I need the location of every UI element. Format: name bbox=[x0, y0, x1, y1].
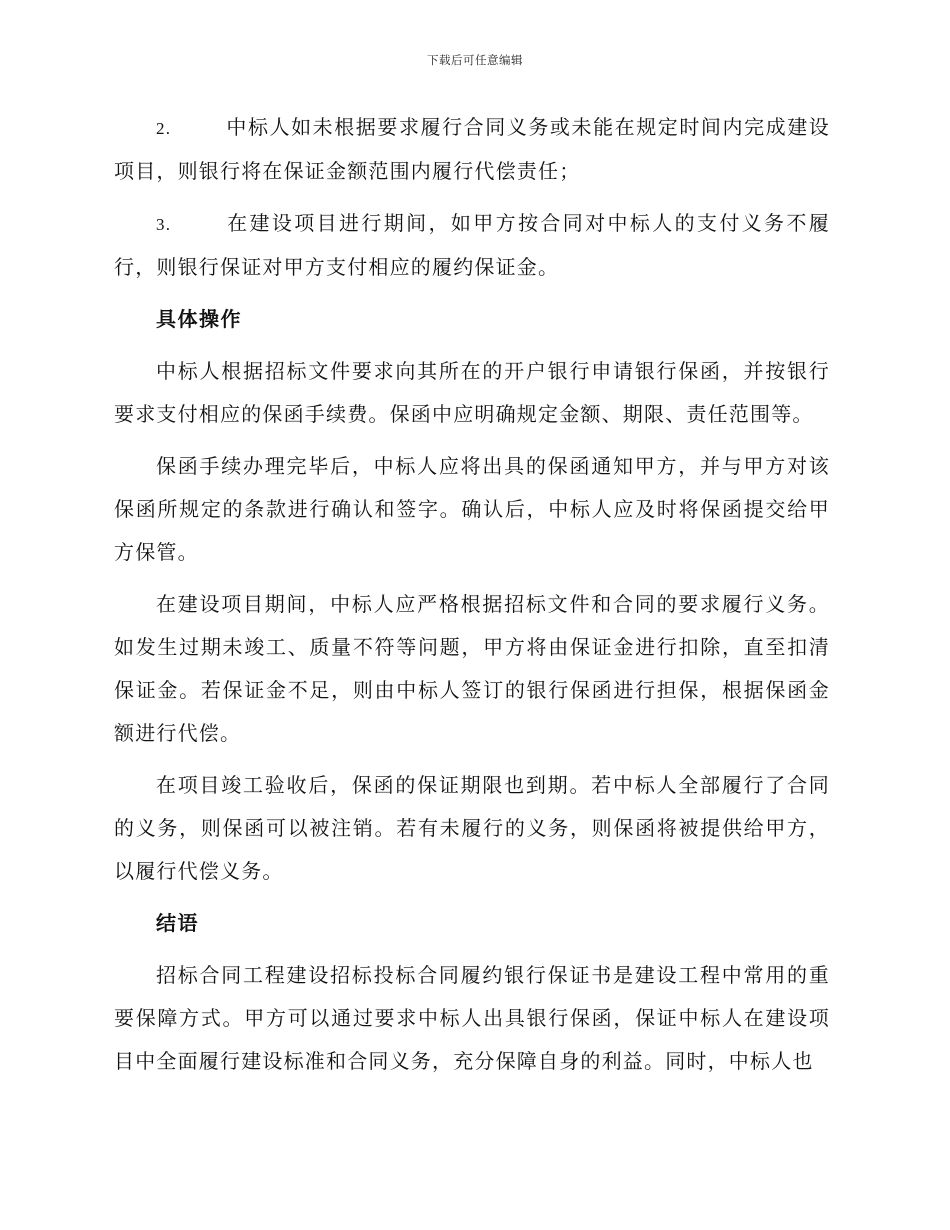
body-paragraph: 招标合同工程建设招标投标合同履约银行保证书是建设工程中常用的重要保障方式。甲方可以通过要求中标人出具银行保函，保证中标人在建设项目中全面履行建设标准和合同义务，充分保障自身的利益。同时，中标人也 bbox=[114, 963, 830, 1073]
document-body bbox=[114, 106, 830, 1092]
body-paragraph: 在建设项目期间，中标人应严格根据招标文件和合同的要求履行义务。如发生过期未竣工、质量不符等问题，甲方将由保证金进行扣除，直至扣清保证金。若保证金不足，则由中标人签订的银行保函进行担保，根据保函金额进行代偿。 bbox=[114, 592, 830, 745]
numbered-item bbox=[114, 106, 830, 193]
numbered-item bbox=[114, 202, 830, 289]
item-text: 中标人如未根据要求履行合同义务或未能在规定时间内完成建设项目，则银行将在保证金额范围内履行代偿责任； bbox=[114, 115, 830, 183]
body-paragraph: 保函手续办理完毕后，中标人应将出具的保函通知甲方，并与甲方对该保函所规定的条款进行确认和签字。确认后，中标人应及时将保函提交给甲方保管。 bbox=[114, 454, 830, 564]
body-paragraph: 在项目竣工验收后，保函的保证期限也到期。若中标人全部履行了合同的义务，则保函可以被注销。若有未履行的义务，则保函将被提供给甲方，以履行代偿义务。 bbox=[114, 773, 830, 883]
item-text: 在建设项目进行期间，如甲方按合同对中标人的支付义务不履行，则银行保证对甲方支付相应的履约保证金。 bbox=[114, 211, 830, 279]
body-paragraph: 中标人根据招标文件要求向其所在的开户银行申请银行保函，并按银行要求支付相应的保函手续费。保函中应明确规定金额、期限、责任范围等。 bbox=[114, 359, 830, 426]
section-heading: 结语 bbox=[156, 911, 199, 935]
item-number: 3. bbox=[156, 215, 172, 234]
page-header: 下载后可任意编辑 bbox=[427, 53, 523, 67]
section-heading: 具体操作 bbox=[156, 307, 242, 331]
item-number: 2. bbox=[156, 119, 172, 138]
